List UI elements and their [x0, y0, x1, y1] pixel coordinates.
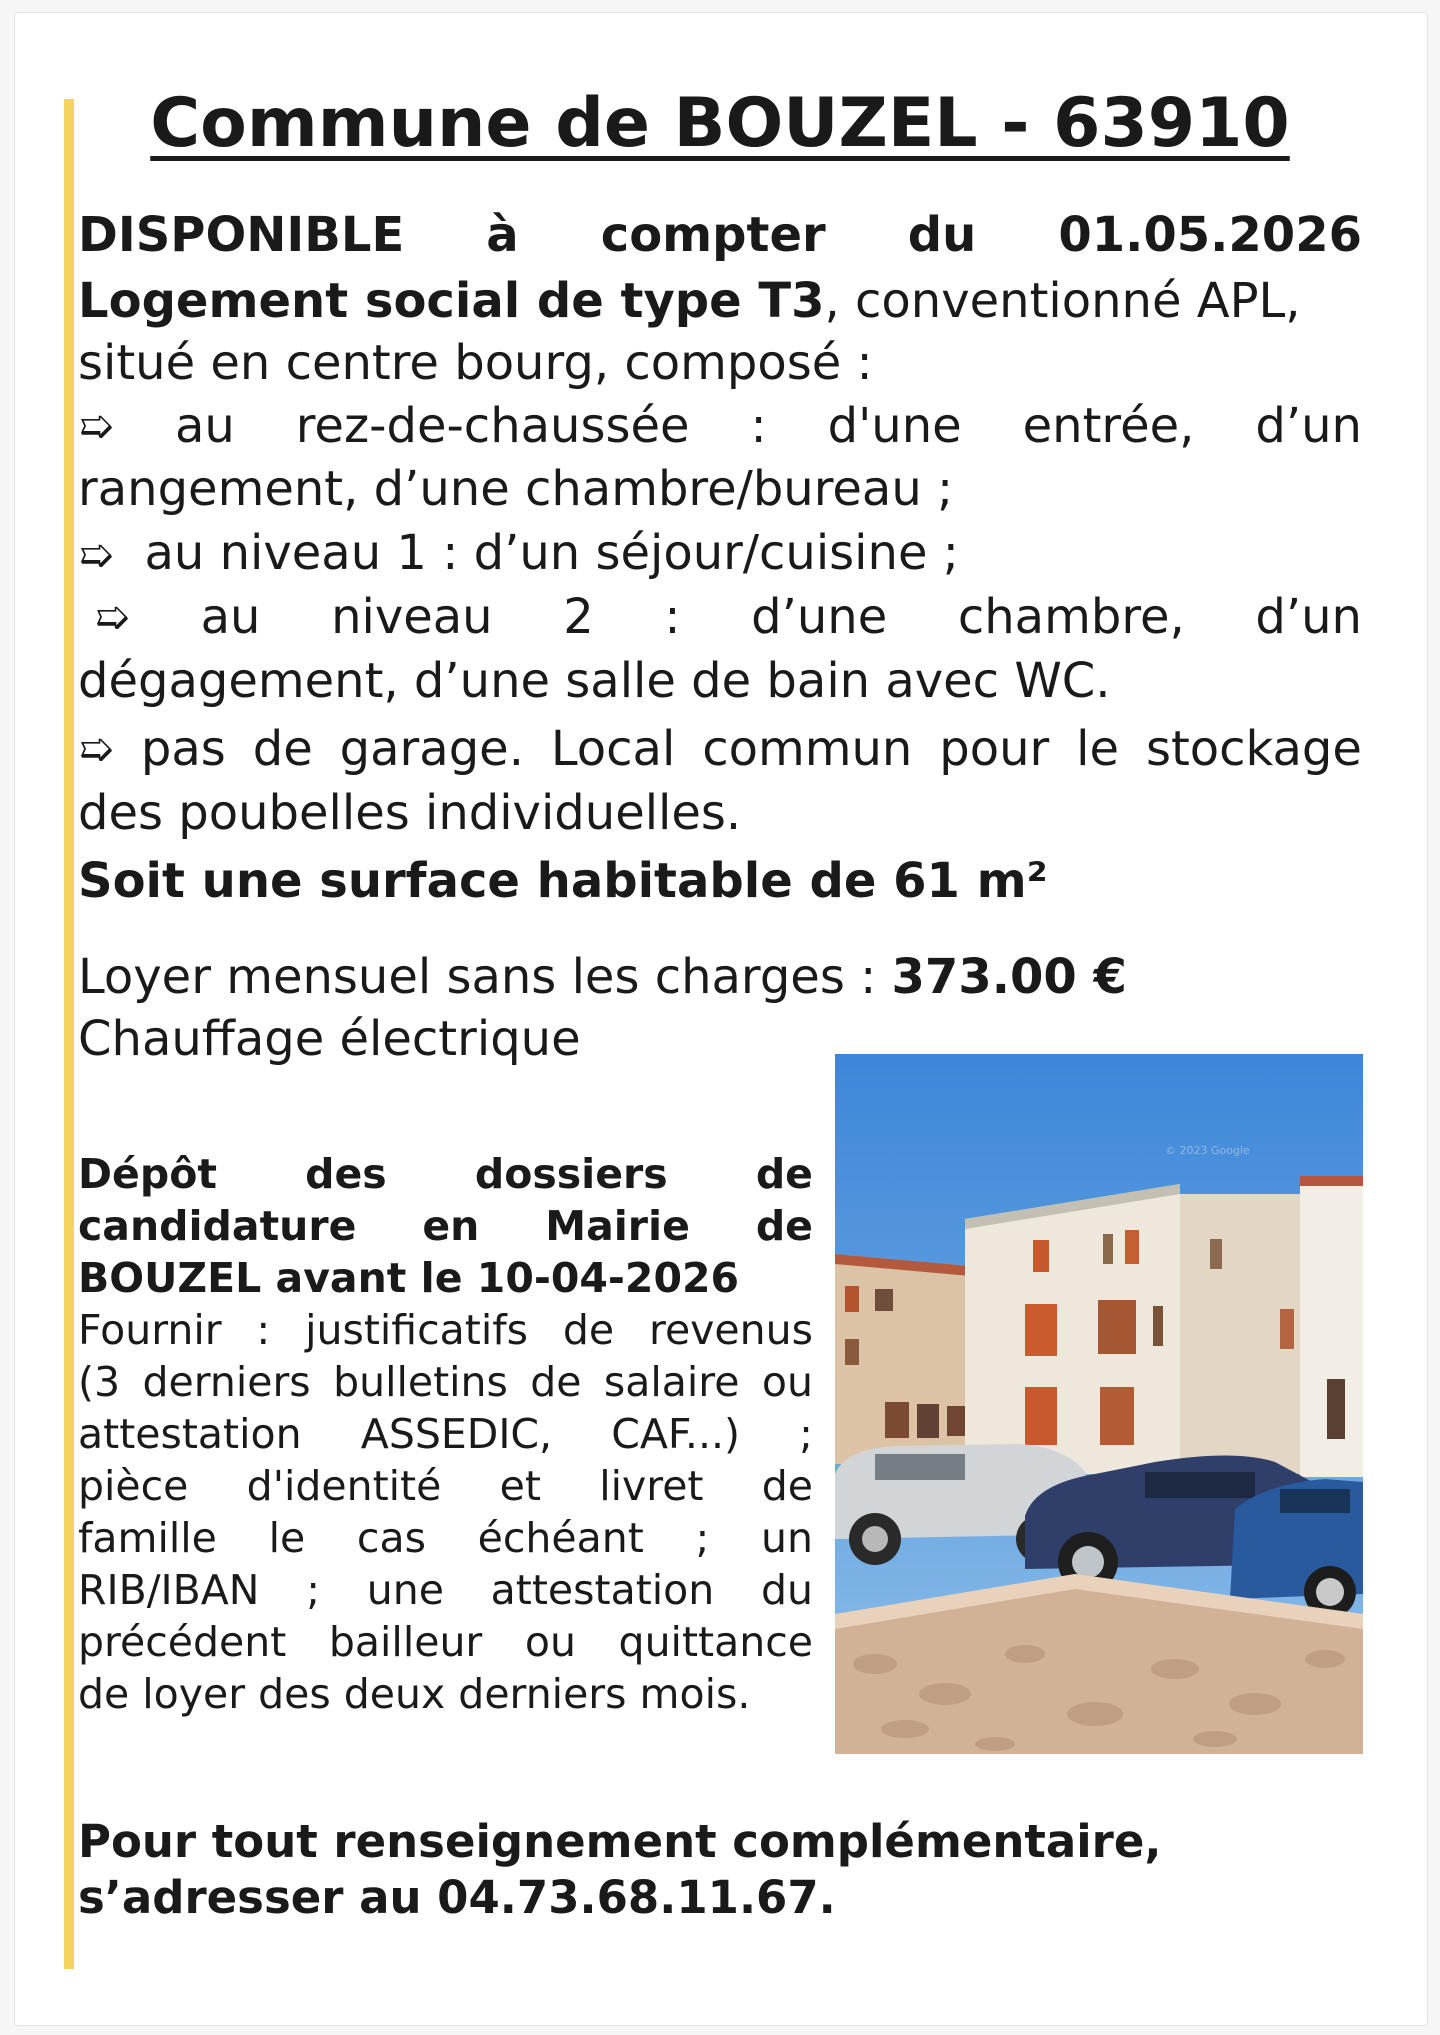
list-item-ground-floor-cont: rangement, d’une chambre/bureau ;: [78, 461, 954, 517]
text-fragment: candidature: [78, 1202, 357, 1250]
housing-type: [78, 268, 1362, 334]
text-fragment: d'identité: [246, 1462, 442, 1510]
text-fragment: :: [664, 589, 681, 645]
availability-line: [78, 202, 1362, 268]
arrow-icon: ➯: [78, 401, 114, 450]
deposit-line-2: [78, 1200, 813, 1253]
text-fragment: 01.05.2026: [1058, 207, 1362, 263]
text-fragment: attestation: [78, 1410, 302, 1458]
text-fragment: du: [907, 207, 977, 263]
deposit-line-9: [78, 1564, 813, 1617]
text-fragment: ;: [695, 1514, 710, 1562]
text-fragment: le: [1076, 721, 1120, 777]
text-fragment: de: [252, 721, 313, 777]
text-fragment: 2: [563, 589, 594, 645]
deposit-line-6: [78, 1408, 813, 1461]
surface-line: Soit une surface habitable de 61 m²: [78, 853, 1048, 909]
text-fragment: :: [750, 398, 767, 454]
text-fragment: :: [256, 1306, 271, 1354]
housing-location: situé en centre bourg, composé :: [78, 335, 873, 391]
text-fragment: derniers: [142, 1358, 311, 1406]
text-fragment: précédent: [78, 1618, 287, 1666]
photo-watermark: © 2023 Google: [1165, 1144, 1250, 1157]
text-fragment: ;: [799, 1410, 813, 1458]
deposit-deadline: BOUZEL avant le 10-04-2026: [78, 1254, 740, 1302]
arrow-icon: ➯: [94, 592, 130, 641]
text-fragment: d’un: [1255, 589, 1362, 645]
arrow-icon: ➯: [78, 530, 114, 579]
text-fragment: Local: [550, 721, 676, 777]
text-fragment: ASSEDIC,: [360, 1410, 553, 1458]
text-fragment: échéant: [477, 1514, 644, 1562]
page-title: Commune de BOUZEL - 63910: [150, 84, 1290, 163]
deposit-line-5: [78, 1356, 813, 1409]
text-fragment: stockage: [1145, 721, 1362, 777]
text-fragment: cas: [356, 1514, 426, 1562]
deposit-line-11: de loyer des deux derniers mois.: [78, 1670, 751, 1718]
text-fragment: CAF...): [611, 1410, 741, 1458]
text-fragment: compter: [600, 207, 826, 263]
text-fragment: revenus: [648, 1306, 813, 1354]
text-fragment: le: [268, 1514, 306, 1562]
text-fragment: attestation: [490, 1566, 715, 1614]
text-fragment: des: [305, 1150, 387, 1198]
text-fragment: garage.: [339, 721, 524, 777]
text-fragment: DISPONIBLE: [78, 207, 405, 263]
text-fragment: au niveau 1 : d’un séjour/cuisine ;: [144, 525, 959, 581]
text-fragment: Fournir: [78, 1306, 222, 1354]
deposit-line-4: [78, 1304, 813, 1357]
text-fragment: bailleur: [328, 1618, 483, 1666]
text-fragment: famille: [78, 1514, 217, 1562]
rent-amount: 373.00 €: [891, 949, 1127, 1005]
text-fragment: RIB/IBAN: [78, 1566, 260, 1614]
text-fragment: chambre,: [957, 589, 1185, 645]
text-fragment: rez-de-chaussée: [295, 398, 690, 454]
text-fragment: pour: [939, 721, 1050, 777]
text-fragment: du: [760, 1566, 813, 1614]
list-item-level-1: [78, 520, 1362, 588]
rent-line: [78, 944, 1362, 1010]
arrow-icon: ➯: [78, 724, 114, 773]
text-fragment: au: [200, 589, 261, 645]
text-fragment: ou: [524, 1618, 576, 1666]
accent-bar: [64, 99, 74, 1969]
text-fragment: d’un: [1255, 398, 1362, 454]
deposit-line-8: [78, 1512, 813, 1565]
text-fragment: au: [174, 398, 235, 454]
deposit-line-7: [78, 1460, 813, 1513]
text-fragment: ;: [306, 1566, 321, 1614]
text-fragment: ou: [761, 1358, 813, 1406]
contact-line-1: Pour tout renseignement complémentaire,: [78, 1815, 1162, 1868]
text-fragment: entrée,: [1022, 398, 1195, 454]
list-item-level-2: [78, 584, 1362, 650]
text-fragment: d’une: [751, 589, 888, 645]
text-fragment: livret: [599, 1462, 704, 1510]
text-fragment: et: [499, 1462, 541, 1510]
text-fragment: de: [761, 1462, 813, 1510]
text-fragment: commun: [702, 721, 913, 777]
text-fragment: de: [755, 1202, 813, 1250]
heating-line: Chauffage électrique: [78, 1011, 581, 1067]
list-item-garage-cont: des poubelles individuelles.: [78, 785, 742, 841]
text-fragment: pièce: [78, 1462, 189, 1510]
text-fragment: pas: [140, 721, 226, 777]
text-fragment: salaire: [603, 1358, 740, 1406]
text-fragment: niveau: [331, 589, 493, 645]
text-fragment: à: [486, 207, 519, 263]
list-item-ground-floor: [78, 393, 1362, 459]
text-fragment: une: [366, 1566, 444, 1614]
text-fragment: justificatifs: [305, 1306, 529, 1354]
text-fragment: Logement social de type T3: [78, 273, 825, 329]
text-fragment: Mairie: [545, 1202, 690, 1250]
text-fragment: en: [422, 1202, 480, 1250]
list-item-level-2-cont: dégagement, d’une salle de bain avec WC.: [78, 653, 1111, 709]
text-fragment: dossiers: [474, 1150, 668, 1198]
building-photo: [835, 1054, 1363, 1754]
deposit-line-10: [78, 1616, 813, 1669]
text-fragment: de: [530, 1358, 582, 1406]
list-item-garage: [78, 716, 1362, 782]
text-fragment: quittance: [618, 1618, 813, 1666]
contact-phone-line: s’adresser au 04.73.68.11.67.: [78, 1871, 836, 1924]
text-fragment: de: [562, 1306, 615, 1354]
text-fragment: bulletins: [333, 1358, 508, 1406]
text-fragment: un: [761, 1514, 813, 1562]
text-fragment: d'une: [827, 398, 962, 454]
text-fragment: de: [755, 1150, 813, 1198]
text-fragment: (3: [78, 1358, 121, 1406]
text-fragment: Dépôt: [78, 1150, 217, 1198]
text-fragment: Loyer mensuel sans les charges :: [78, 949, 892, 1005]
deposit-line-1: [78, 1148, 813, 1201]
text-fragment: , conventionné APL,: [824, 273, 1301, 329]
